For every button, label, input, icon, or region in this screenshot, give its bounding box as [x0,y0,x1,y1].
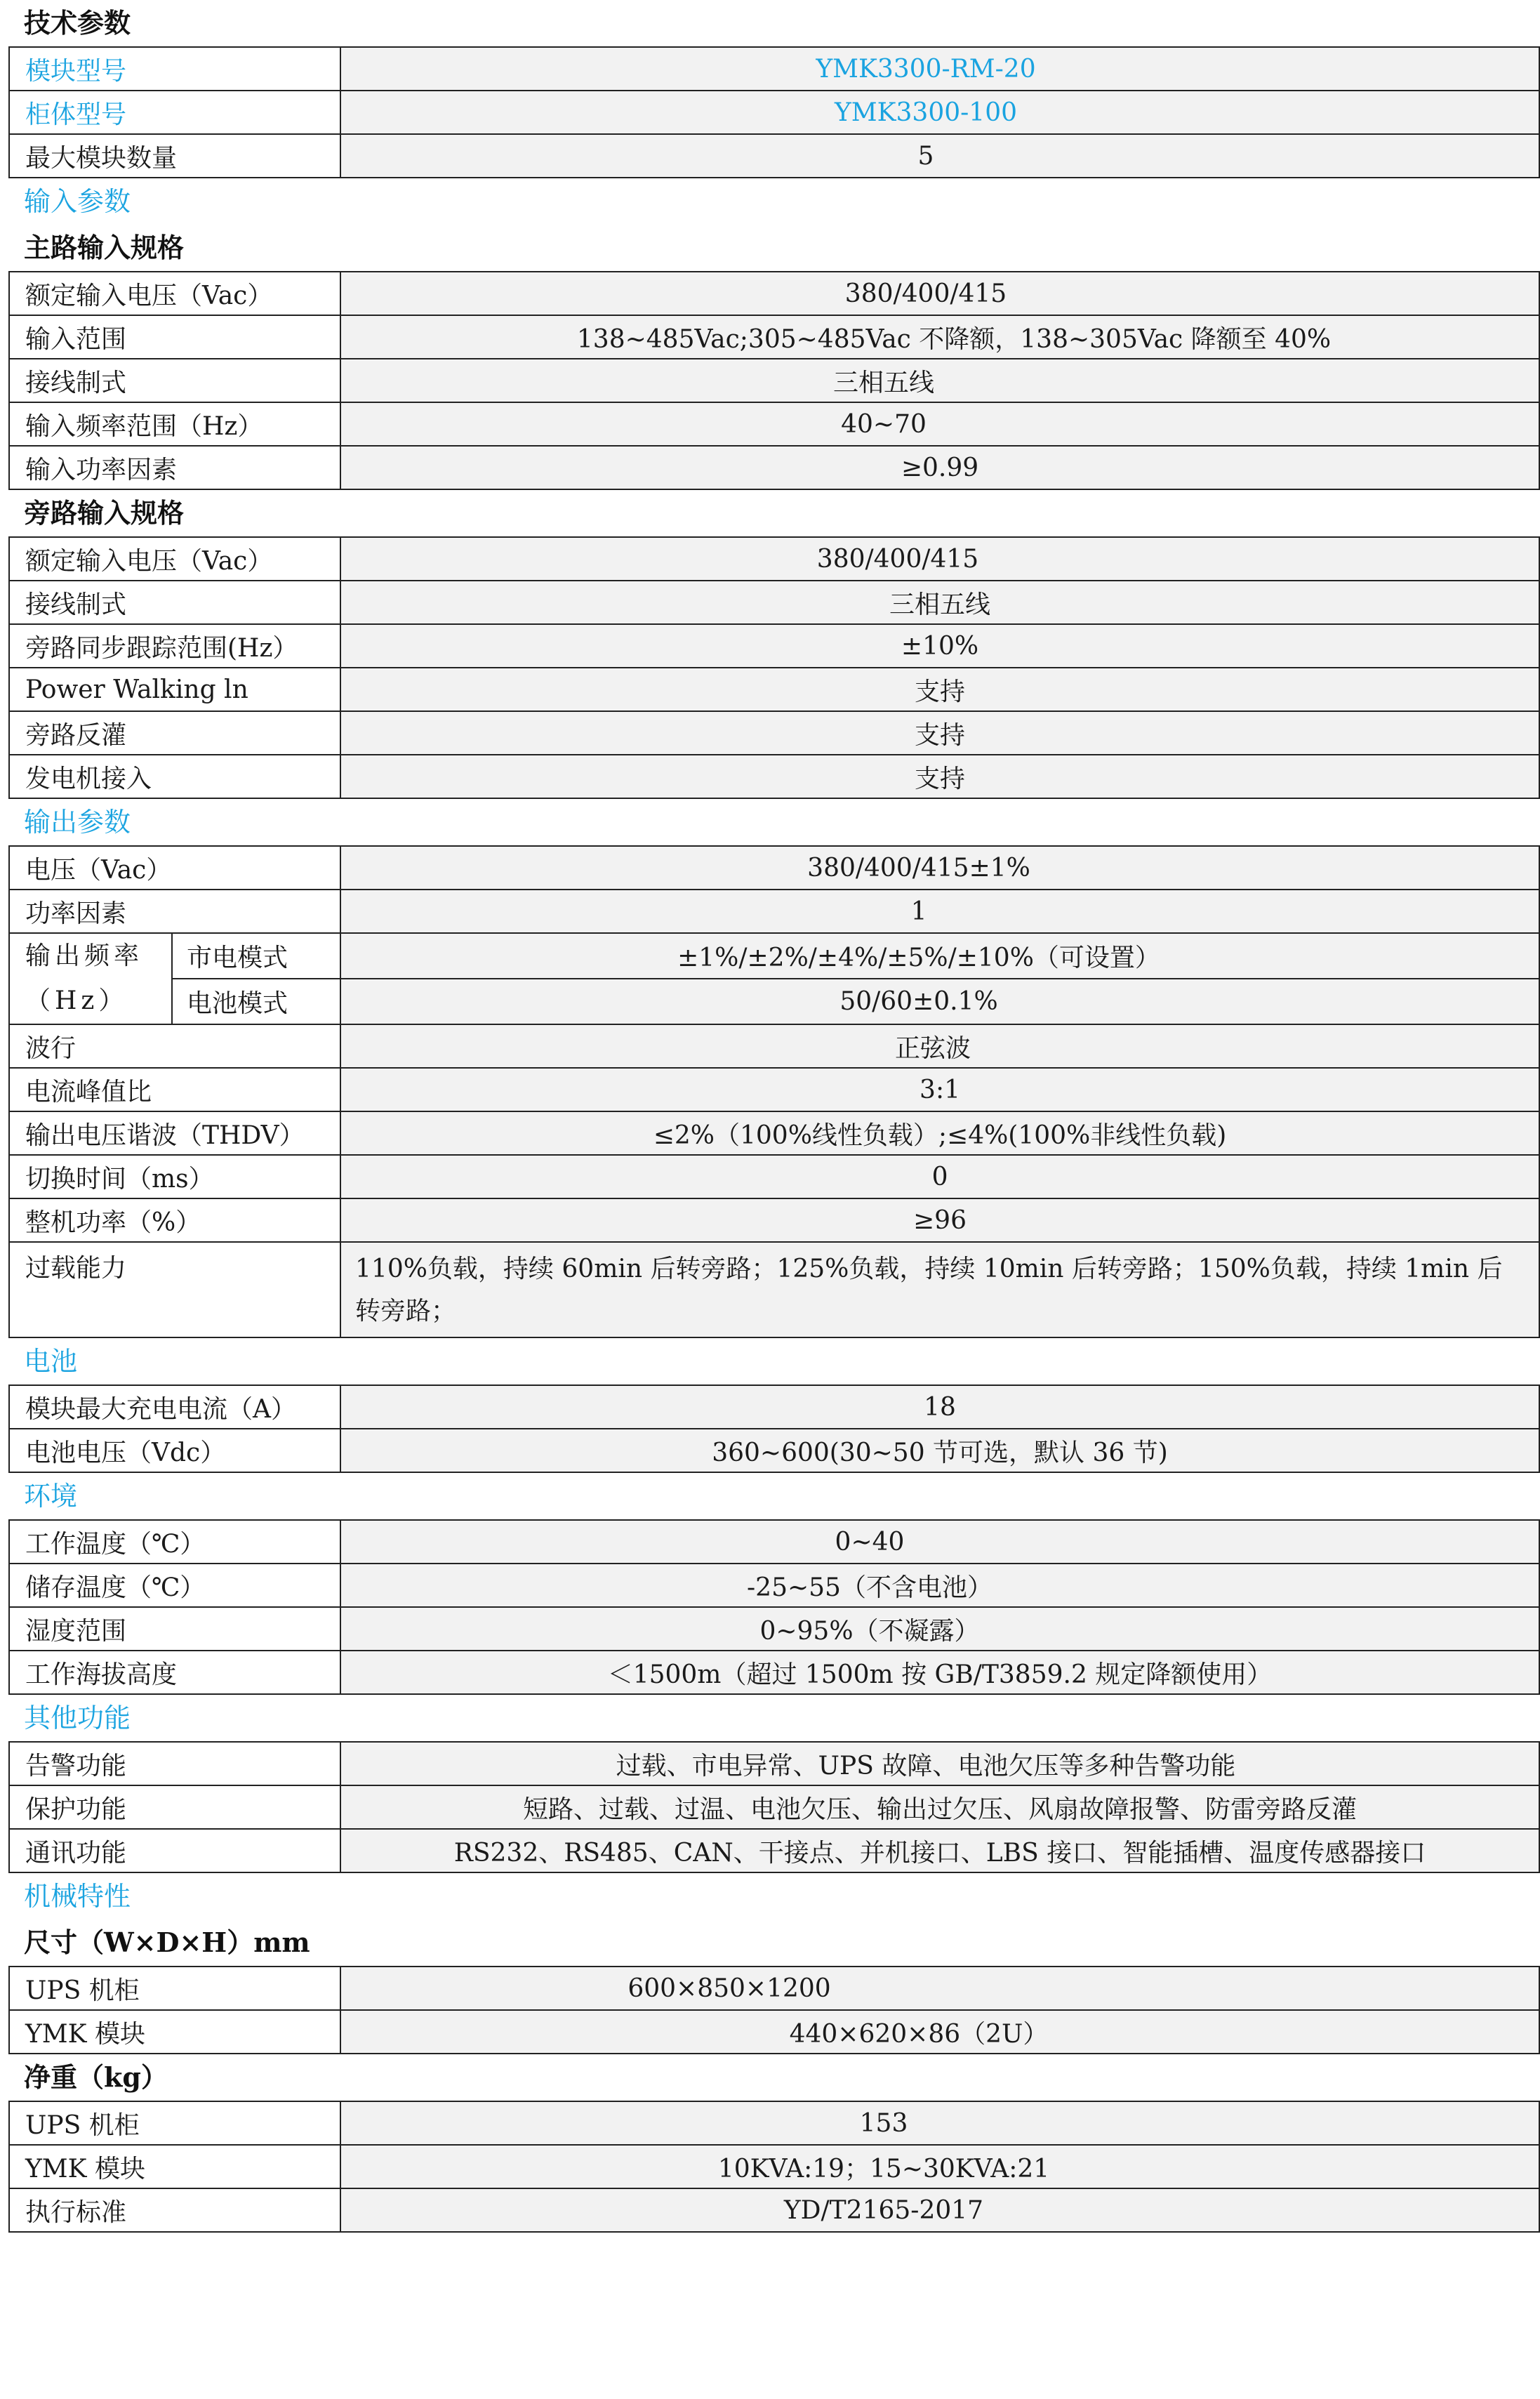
row-label: 柜体型号 [9,91,340,134]
other-section-title: 其他功能 [24,1703,131,1733]
table-row [9,755,1539,798]
value-text: 10KVA:19；15~30KVA:21 [717,2154,1050,2183]
table-row [9,1742,1539,1785]
table-row [9,134,1539,178]
table-row [9,1429,1539,1472]
row-value [340,846,1539,890]
value-text: 3:1 [920,1075,960,1104]
value-text: ≤2%（100%线性负载）;≤4%(100%非线性负载) [653,1121,1227,1150]
row-value [340,1742,1539,1785]
row-label: 储存温度（℃） [9,1564,340,1607]
battery-section-title: 电池 [24,1346,78,1377]
row-value [340,272,1539,315]
row-label: 切换时间（ms） [9,1155,340,1198]
value-text: 正弦波 [895,1033,971,1063]
row-label: 发电机接入 [9,755,340,798]
battery-mode-label: 电池模式 [172,979,340,1024]
weight-title: 净重（kg） [24,2061,168,2093]
battery-table [8,1384,1540,1473]
row-value [340,1198,1539,1242]
table-row [9,2010,1539,2054]
row-value [340,446,1539,489]
table-row [9,315,1539,359]
table-row [9,1967,1539,2010]
value-text: ±1%/±2%/±4%/±5%/±10%（可设置） [677,944,1160,972]
row-value [340,1651,1539,1694]
size-title: 尺寸（W×D×H）mm [24,1927,310,1958]
row-label: 告警功能 [9,1742,340,1785]
value-text: 支持 [914,764,965,793]
row-value [340,47,1539,91]
value-text: 过载、市电异常、UPS 故障、电池欠压等多种告警功能 [616,1751,1236,1780]
row-label: 电池电压（Vdc） [9,1429,340,1472]
value-text: 短路、过载、过温、电池欠压、输出过欠压、风扇故障报警、防雷旁路反灌 [522,1795,1357,1824]
row-label: 整机功率（%） [9,1198,340,1242]
table-row [9,446,1539,489]
table-row [9,624,1539,668]
value-text: RS232、RS485、CAN、干接点、并机接口、LBS 接口、智能插槽、温度传感器接口 [453,1838,1426,1868]
environment-table [8,1519,1540,1695]
row-value [340,315,1539,359]
value-text: -25~55（不含电池） [747,1573,993,1602]
row-value [340,624,1539,668]
table-row [9,1607,1539,1651]
row-value [340,1785,1539,1829]
row-label: 过载能力 [9,1242,340,1337]
row-value [340,979,1539,1024]
row-value [340,1068,1539,1111]
row-value [340,2101,1539,2145]
row-label: Power Walking ln [9,668,340,711]
value-text: ≥96 [913,1205,967,1235]
value-text: 1 [910,897,927,926]
row-value [340,402,1539,446]
value-text: 0~95%（不凝露） [759,1616,980,1646]
value-text: 三相五线 [832,368,934,397]
row-value [340,359,1539,402]
row-value [340,581,1539,624]
row-value [340,1520,1539,1564]
row-label: 旁路同步跟踪范围(Hz） [9,624,340,668]
row-value [340,755,1539,798]
row-label: 接线制式 [9,359,340,402]
row-label: 额定输入电压（Vac） [9,272,340,315]
other-table [8,1741,1540,1873]
value-text: 40~70 [841,409,927,439]
main-input-table [8,271,1540,490]
row-value [340,711,1539,755]
row-label: 额定输入电压（Vac） [9,537,340,581]
row-value [340,1155,1539,1198]
main-input-title: 主路输入规格 [24,232,185,263]
row-value [340,668,1539,711]
value-text: 380/400/415 [844,279,1007,308]
value-text: ＜1500m（超过 1500m 按 GB/T3859.2 规定降额使用） [607,1660,1273,1689]
table-row [9,581,1539,624]
table-row [9,2145,1539,2188]
mains-mode-label: 市电模式 [172,933,340,979]
row-value [340,1607,1539,1651]
table-row [9,1829,1539,1872]
value-text: 支持 [914,677,965,706]
value-text: 440×620×86（2U） [789,2019,1049,2049]
tech-table [8,46,1540,178]
row-value [340,1967,1539,2010]
value-text: 600×850×1200 [628,1974,831,2003]
table-row [9,47,1539,91]
value-text: 三相五线 [889,590,990,619]
tech-section-title: 技术参数 [24,7,131,39]
row-label: 模块最大充电电流（A） [9,1385,340,1429]
spec-document [8,0,1539,2233]
row-label: 湿度范围 [9,1607,340,1651]
value-text: YMK3300-RM-20 [816,54,1036,84]
mechanical-section-title: 机械特性 [24,1881,131,1912]
table-row [9,2101,1539,2145]
table-row [9,711,1539,755]
table-row [9,1242,1539,1337]
value-text: 153 [859,2108,908,2138]
table-row [9,537,1539,581]
table-row [9,933,1539,979]
value-text: 0~40 [835,1527,905,1557]
table-row [9,668,1539,711]
row-label: 保护功能 [9,1785,340,1829]
value-text: 380/400/415±1% [807,853,1030,883]
table-row [9,1155,1539,1198]
value-text: 0 [931,1162,948,1191]
row-value [340,1564,1539,1607]
value-text: 支持 [914,720,965,750]
table-row [9,1785,1539,1829]
value-text: 5 [917,141,934,171]
table-row [9,1111,1539,1155]
row-value [340,933,1539,979]
row-label: 输出电压谐波（THDV） [9,1111,340,1155]
row-label: UPS 机柜 [9,2101,340,2145]
weight-table [8,2101,1540,2233]
table-row [9,979,1539,1024]
row-label: 波行 [9,1024,340,1068]
row-value [340,537,1539,581]
bypass-input-title: 旁路输入规格 [24,497,185,529]
value-text: 18 [924,1392,956,1422]
row-label: 输入频率范围（Hz） [9,402,340,446]
table-row [9,359,1539,402]
row-label: 电压（Vac） [9,846,340,890]
row-value [340,2010,1539,2054]
table-row [9,1198,1539,1242]
row-label: YMK 模块 [9,2145,340,2188]
bypass-input-table [8,536,1540,799]
row-label: 工作温度（℃） [9,1520,340,1564]
table-row [9,402,1539,446]
environment-section-title: 环境 [24,1481,78,1512]
row-value [340,2188,1539,2232]
row-value [340,1429,1539,1472]
row-value [340,890,1539,933]
row-label: 旁路反灌 [9,711,340,755]
table-row [9,2188,1539,2232]
row-label: 电流峰值比 [9,1068,340,1111]
table-row [9,890,1539,933]
row-label: 执行标准 [9,2188,340,2232]
value-text: YD/T2165-2017 [783,2195,984,2225]
overload-value: 110%负载，持续 60min 后转旁路；125%负载，持续 10min 后转旁路；150%负载，持续 1min 后转旁路； [340,1242,1539,1337]
table-row [9,1068,1539,1111]
row-label: 工作海拔高度 [9,1651,340,1694]
value-text: 360~600(30~50 节可选，默认 36 节) [712,1438,1168,1467]
row-label: 输入功率因素 [9,446,340,489]
row-value [340,1385,1539,1429]
table-row [9,1520,1539,1564]
table-row [9,91,1539,134]
output-table [8,845,1540,1338]
row-label: 功率因素 [9,890,340,933]
value-text: 380/400/415 [816,544,979,574]
row-value [340,91,1539,134]
row-value [340,2145,1539,2188]
table-row [9,1651,1539,1694]
input-section-title: 输入参数 [24,186,131,217]
row-label: 模块型号 [9,47,340,91]
value-text: 138~485Vac;305~485Vac 不降额，138~305Vac 降额至 40% [576,324,1332,354]
table-row [9,1385,1539,1429]
output-frequency-label: 输出频率（Hz） [9,933,172,1024]
size-table [8,1966,1540,2054]
table-row [9,272,1539,315]
row-label: YMK 模块 [9,2010,340,2054]
table-row [9,1564,1539,1607]
value-text: ≥0.99 [901,453,979,482]
table-row [9,846,1539,890]
row-value [340,134,1539,178]
output-section-title: 输出参数 [24,807,131,838]
row-value [340,1829,1539,1872]
row-label: 输入范围 [9,315,340,359]
value-text: 50/60±0.1% [839,987,998,1016]
row-label: 接线制式 [9,581,340,624]
row-label: UPS 机柜 [9,1967,340,2010]
value-text: ±10% [901,631,979,661]
table-row [9,1024,1539,1068]
row-label: 最大模块数量 [9,134,340,178]
row-label: 通讯功能 [9,1829,340,1872]
row-value [340,1024,1539,1068]
row-value [340,1111,1539,1155]
value-text: YMK3300-100 [834,98,1017,127]
